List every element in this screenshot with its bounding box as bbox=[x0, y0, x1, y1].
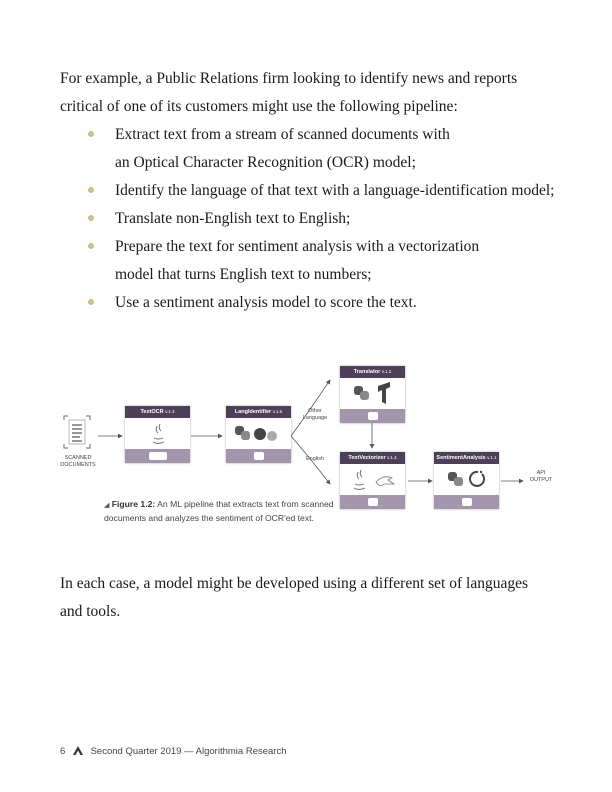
python-icon bbox=[354, 386, 369, 400]
page-number: 6 bbox=[60, 746, 66, 757]
bullet-dot bbox=[88, 299, 94, 305]
bullet-5-line-1: Use a sentiment analysis model to score the text. bbox=[115, 294, 417, 311]
java-icon bbox=[125, 418, 190, 449]
docker-badge-icon bbox=[368, 412, 378, 420]
node-sentiment-version: v.1.1 bbox=[487, 455, 497, 460]
scanned-document-icon bbox=[64, 416, 90, 448]
bullet-1-line-2: an Optical Character Recognition (OCR) model; bbox=[115, 154, 416, 171]
node-langid-name: LangIdentifier bbox=[234, 409, 272, 415]
docker-badge-icon bbox=[462, 498, 472, 506]
branch-label-other-language: Other Language bbox=[302, 408, 328, 421]
output-label: API OUTPUT bbox=[529, 470, 553, 483]
input-label: SCANNED DOCUMENTS bbox=[60, 455, 96, 468]
docker-badge-icon bbox=[149, 452, 167, 460]
node-langid-version: v.1.6 bbox=[272, 409, 283, 414]
node-translator-name: Translator bbox=[353, 369, 381, 375]
node-langid bbox=[226, 406, 291, 463]
tensorflow-icon bbox=[378, 382, 390, 404]
node-vectorizer-name: TextVectorizer bbox=[348, 455, 386, 461]
node-textocr-name: TextOCR bbox=[140, 409, 164, 415]
scala-icon bbox=[254, 428, 277, 441]
node-vectorizer bbox=[340, 452, 405, 509]
node-sentiment-name: SentimentAnalysis bbox=[436, 455, 486, 461]
page-footer bbox=[60, 746, 287, 757]
caption-triangle-icon: ◢ bbox=[104, 502, 110, 509]
node-vectorizer-version: v.1.4 bbox=[387, 455, 397, 460]
figure-caption bbox=[104, 498, 344, 525]
node-sentiment bbox=[434, 452, 499, 509]
node-translator-version: v.1.2 bbox=[381, 369, 392, 374]
node-textocr-version: v.1.3 bbox=[165, 409, 175, 414]
caption-text: An ML pipeline that extracts text from scanned documents and analyzes the sentiment of OCR'ed text. bbox=[104, 499, 334, 523]
bullet-4-line-2: model that turns English text to numbers; bbox=[115, 266, 372, 283]
spark-icon bbox=[376, 477, 394, 486]
node-translator bbox=[340, 366, 405, 423]
pytorch-icon bbox=[470, 471, 484, 486]
bullet-dot bbox=[88, 215, 94, 221]
closing-line-2: and tools. bbox=[60, 603, 121, 620]
python-icon bbox=[448, 472, 463, 486]
closing-line-1: In each case, a model might be developed using a different set of languages bbox=[60, 575, 528, 592]
docker-badge-icon bbox=[254, 452, 264, 460]
bullet-dot bbox=[88, 131, 94, 137]
algorithmia-logo-icon bbox=[73, 746, 83, 755]
branch-label-english: English bbox=[305, 456, 325, 462]
caption-label: Figure 1.2: bbox=[111, 499, 156, 509]
pipeline-diagram bbox=[60, 360, 560, 540]
bullet-dot bbox=[88, 243, 94, 249]
footer-text: Second Quarter 2019 — Algorithmia Research bbox=[90, 746, 287, 757]
node-textocr bbox=[125, 406, 190, 463]
bullet-dot bbox=[88, 187, 94, 193]
docker-badge-icon bbox=[368, 498, 378, 506]
bullet-3-line-1: Translate non-English text to English; bbox=[115, 210, 351, 227]
bullet-1-line-1: Extract text from a stream of scanned documents with bbox=[115, 126, 450, 143]
bullet-2-line-1: Identify the language of that text with a language-identification model; bbox=[115, 182, 555, 199]
bullet-4-line-1: Prepare the text for sentiment analysis with a vectorization bbox=[115, 238, 480, 255]
python-icon bbox=[235, 426, 250, 440]
java-icon bbox=[354, 470, 365, 490]
intro-line-2: critical of one of its customers might use the following pipeline: bbox=[60, 98, 458, 115]
intro-line-1: For example, a Public Relations firm looking to identify news and reports bbox=[60, 70, 518, 87]
